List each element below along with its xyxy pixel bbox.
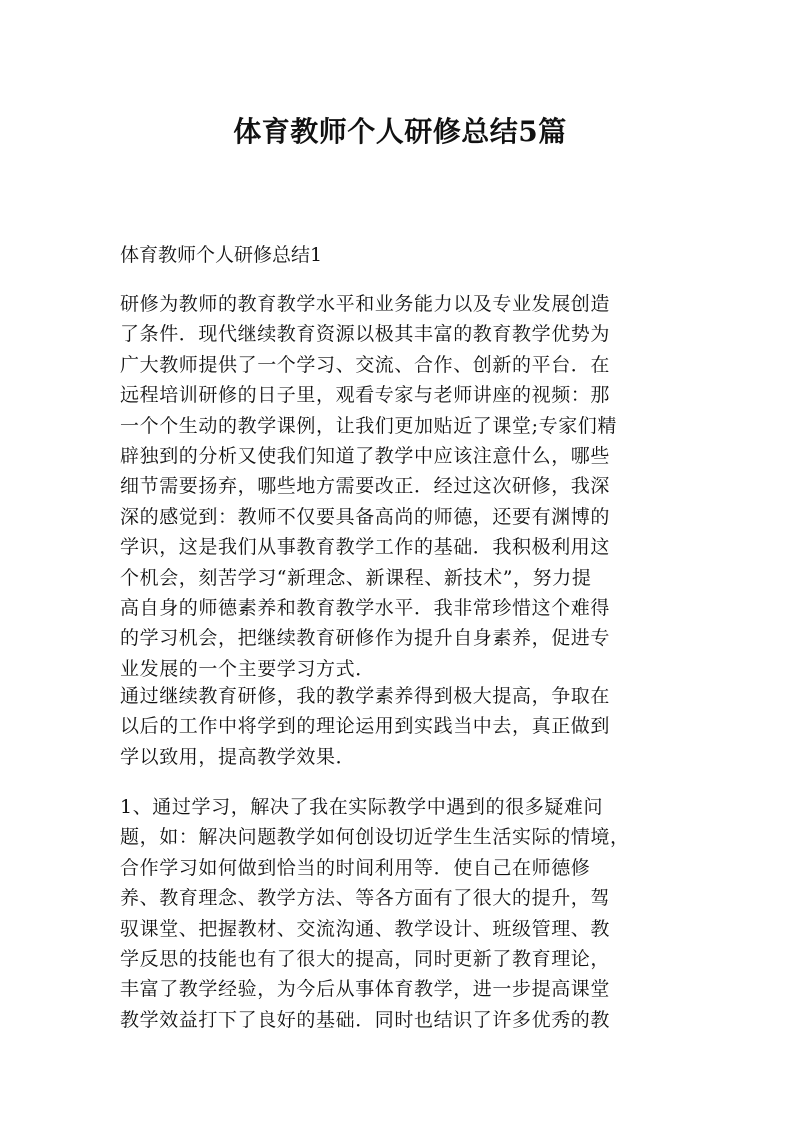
text-line: 教学效益打下了良好的基础．同时也结识了许多优秀的教 [120, 1008, 611, 1031]
text-line: 业发展的一个主要学习方式． [120, 657, 375, 680]
section-heading: 体育教师个人研修总结1 [120, 244, 323, 266]
paragraph-3 [120, 792, 680, 1035]
text-line: 学识，这是我们从事教育教学工作的基础．我积极利用这 [120, 536, 611, 559]
text-line: 的学习机会，把继续教育研修作为提升自身素养，促进专 [120, 627, 611, 650]
text-line: 养、教育理念、教学方法、等各方面有了很大的提升，驾 [120, 887, 611, 910]
paragraph-1 [120, 289, 680, 684]
text-line: 丰富了教学经验，为今后从事体育教学，进一步提高课堂 [120, 978, 611, 1001]
text-line: 一个个生动的教学课例，让我们更加贴近了课堂;专家们精 [120, 414, 618, 437]
text-line: 了条件．现代继续教育资源以极其丰富的教育教学优势为 [120, 323, 611, 346]
document-title: 体育教师个人研修总结5篇 [233, 115, 567, 148]
text-line: 以后的工作中将学到的理论运用到实践当中去，真正做到 [120, 715, 611, 738]
text-line: 深的感觉到：教师不仅要具备高尚的师德，还要有渊博的 [120, 505, 611, 528]
text-line: 细节需要扬弃，哪些地方需要改正．经过这次研修，我深 [120, 475, 611, 498]
text-line: 研修为教师的教育教学水平和业务能力以及专业发展创造 [120, 293, 611, 315]
paragraph-2 [120, 681, 680, 772]
text-line: 通过继续教育研修，我的教学素养得到极大提高，争取在 [120, 685, 611, 707]
text-line: 合作学习如何做到恰当的时间利用等．使自己在师德修 [120, 856, 591, 879]
text-line: 辟独到的分析又使我们知道了教学中应该注意什么，哪些 [120, 445, 611, 468]
text-line: 个机会，刻苦学习“新理念、新课程、新技术”，努力提 [120, 566, 592, 589]
text-line: 驭课堂、把握教材、交流沟通、教学设计、班级管理、教 [120, 917, 611, 940]
text-line: 远程培训研修的日子里，观看专家与老师讲座的视频：那 [120, 384, 611, 407]
text-line: 1、通过学习，解决了我在实际教学中遇到的很多疑难问 [120, 796, 604, 818]
text-line: 学以致用，提高教学效果． [120, 745, 356, 768]
text-line: 高自身的师德素养和教育教学水平．我非常珍惜这个难得 [120, 597, 611, 620]
text-line: 广大教师提供了一个学习、交流、合作、创新的平台．在 [120, 353, 611, 376]
text-line: 学反思的技能也有了很大的提高，同时更新了教育理论， [120, 948, 611, 971]
text-line: 题，如：解决问题教学如何创设切近学生生活实际的情境， [120, 826, 630, 849]
